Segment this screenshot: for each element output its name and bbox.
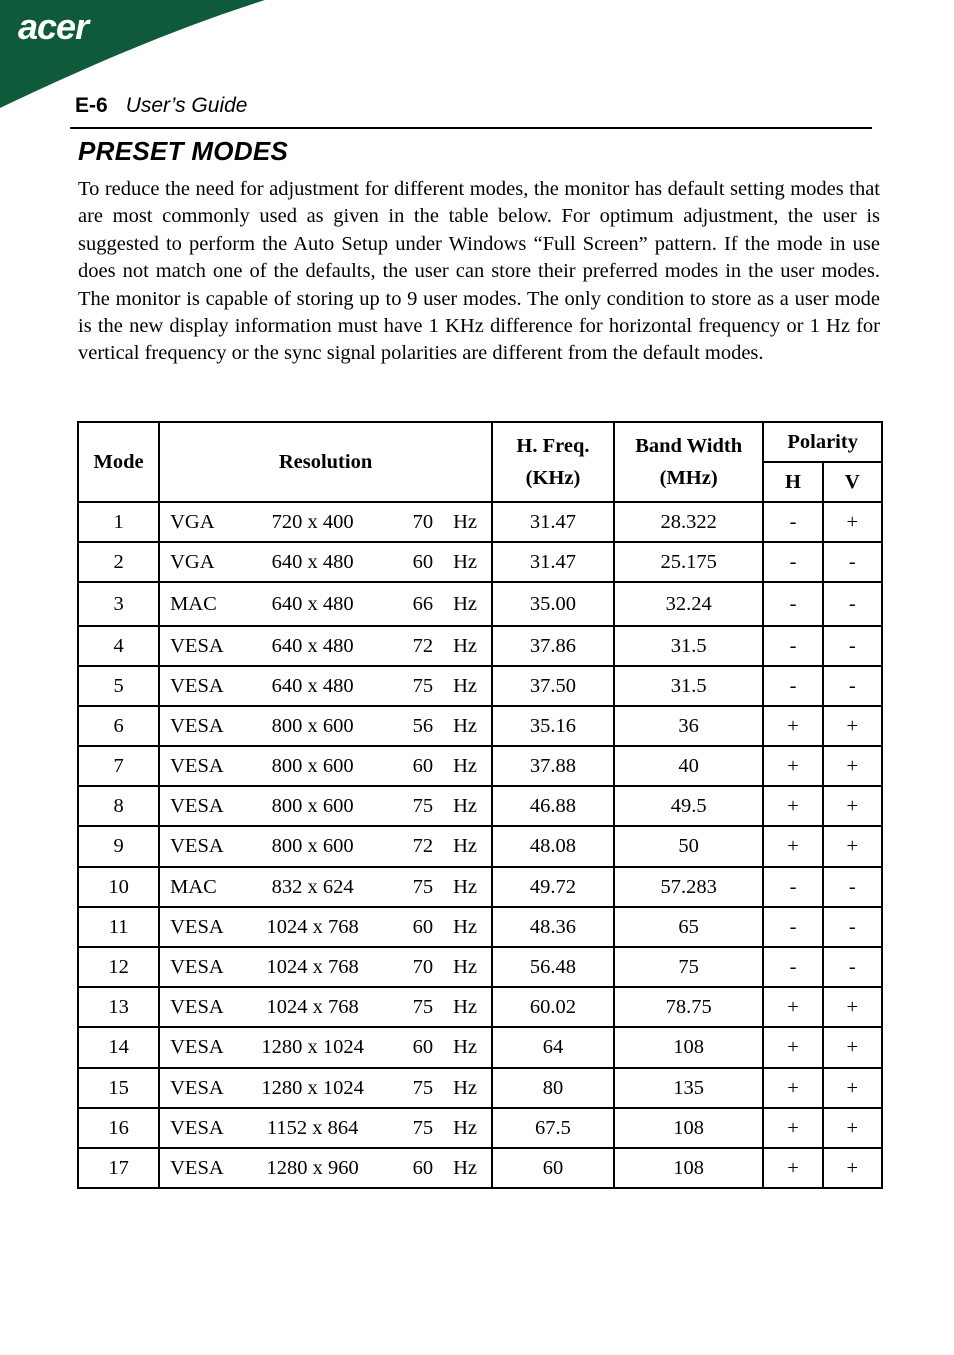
cell-mode: 2 (78, 542, 159, 582)
cell-polarity-h: + (763, 826, 822, 867)
cell-refresh-rate: 75 (412, 1116, 434, 1139)
cell-refresh-unit: Hz (453, 714, 478, 737)
cell-mode: 6 (78, 706, 159, 746)
cell-mode: 12 (78, 947, 159, 987)
section-title: PRESET MODES (78, 136, 289, 166)
cell-polarity-v: - (823, 666, 882, 706)
cell-dimensions: 640 x 480 (271, 634, 354, 657)
cell-mode: 17 (78, 1148, 159, 1188)
cell-hfreq: 37.86 (492, 626, 614, 666)
cell-resolution (159, 706, 492, 746)
cell-polarity-v: - (823, 907, 882, 947)
table-row (78, 502, 882, 542)
cell-polarity-h: - (763, 502, 822, 542)
cell-resolution (159, 1148, 492, 1188)
preset-modes-table (77, 421, 883, 1189)
cell-refresh-unit: Hz (453, 955, 478, 978)
cell-standard: VESA (170, 1076, 224, 1099)
cell-hfreq: 64 (492, 1027, 614, 1068)
cell-bandwidth: 108 (614, 1027, 763, 1068)
cell-refresh-unit: Hz (453, 1036, 478, 1058)
cell-refresh-rate: 75 (412, 875, 434, 898)
cell-polarity-v: + (823, 706, 882, 746)
cell-resolution (159, 826, 492, 867)
cell-polarity-h: - (763, 626, 822, 666)
cell-refresh-unit: Hz (453, 674, 478, 697)
cell-polarity-h: - (763, 542, 822, 582)
cell-dimensions: 1024 x 768 (266, 915, 359, 938)
cell-refresh-unit: Hz (453, 835, 478, 857)
cell-hfreq: 48.36 (492, 907, 614, 947)
table-row (78, 907, 882, 947)
cell-polarity-h: - (763, 867, 822, 907)
cell-polarity-h: + (763, 746, 822, 786)
cell-standard: VESA (170, 915, 224, 938)
cell-hfreq: 48.08 (492, 826, 614, 867)
header-mode: Mode (78, 422, 159, 502)
cell-bandwidth: 50 (614, 826, 763, 867)
cell-resolution (159, 867, 492, 907)
table-row (78, 582, 882, 626)
cell-refresh-unit: Hz (453, 510, 478, 533)
cell-mode: 10 (78, 867, 159, 907)
cell-refresh-rate: 72 (412, 634, 434, 657)
cell-standard: VESA (170, 1036, 224, 1058)
cell-polarity-v: + (823, 502, 882, 542)
cell-refresh-unit: Hz (453, 754, 478, 777)
cell-polarity-h: + (763, 786, 822, 826)
cell-mode: 8 (78, 786, 159, 826)
cell-refresh-rate: 56 (412, 714, 434, 737)
cell-standard: VESA (170, 794, 224, 817)
cell-dimensions: 1280 x 960 (266, 1156, 359, 1179)
cell-bandwidth: 108 (614, 1108, 763, 1148)
cell-bandwidth: 40 (614, 746, 763, 786)
cell-polarity-h: + (763, 706, 822, 746)
table-body (78, 502, 882, 1188)
cell-resolution (159, 1068, 492, 1108)
cell-resolution (159, 542, 492, 582)
cell-polarity-v: + (823, 1148, 882, 1188)
cell-mode: 4 (78, 626, 159, 666)
table-row (78, 666, 882, 706)
cell-refresh-rate: 70 (412, 510, 434, 533)
cell-bandwidth: 49.5 (614, 786, 763, 826)
cell-polarity-v: + (823, 1027, 882, 1068)
cell-standard: VESA (170, 995, 224, 1018)
page-number: E-6 (75, 94, 108, 117)
cell-mode: 1 (78, 502, 159, 542)
cell-resolution (159, 1027, 492, 1068)
cell-refresh-unit: Hz (453, 550, 478, 573)
table-row (78, 1068, 882, 1108)
cell-mode: 16 (78, 1108, 159, 1148)
cell-bandwidth: 36 (614, 706, 763, 746)
cell-standard: VGA (170, 550, 215, 573)
cell-resolution (159, 626, 492, 666)
cell-mode: 9 (78, 826, 159, 867)
cell-bandwidth: 78.75 (614, 987, 763, 1027)
cell-resolution (159, 582, 492, 626)
cell-resolution (159, 746, 492, 786)
cell-polarity-h: + (763, 1148, 822, 1188)
cell-polarity-h: + (763, 1108, 822, 1148)
cell-dimensions: 640 x 480 (271, 674, 354, 697)
cell-hfreq: 60.02 (492, 987, 614, 1027)
table-row (78, 947, 882, 987)
cell-standard: MAC (170, 592, 217, 615)
cell-bandwidth: 75 (614, 947, 763, 987)
cell-dimensions: 1280 x 1024 (261, 1076, 364, 1099)
cell-polarity-v: - (823, 867, 882, 907)
table-row (78, 1108, 882, 1148)
cell-bandwidth: 31.5 (614, 626, 763, 666)
cell-dimensions: 800 x 600 (271, 835, 354, 857)
cell-polarity-h: - (763, 947, 822, 987)
cell-refresh-rate: 66 (412, 592, 434, 615)
cell-hfreq: 35.00 (492, 582, 614, 626)
cell-hfreq: 37.88 (492, 746, 614, 786)
table-row (78, 542, 882, 582)
cell-refresh-unit: Hz (453, 1076, 478, 1099)
cell-refresh-rate: 75 (412, 995, 434, 1018)
cell-polarity-h: + (763, 987, 822, 1027)
cell-bandwidth: 25.175 (614, 542, 763, 582)
cell-standard: VESA (170, 754, 224, 777)
cell-standard: MAC (170, 875, 217, 898)
cell-refresh-unit: Hz (453, 794, 478, 817)
cell-refresh-unit: Hz (453, 634, 478, 657)
cell-standard: VESA (170, 714, 224, 737)
cell-bandwidth: 31.5 (614, 666, 763, 706)
page-header (75, 94, 247, 118)
cell-mode: 11 (78, 907, 159, 947)
cell-dimensions: 800 x 600 (271, 714, 354, 737)
header-bandwidth-line2: (MHz) (659, 467, 718, 489)
header-hfreq-line1: H. Freq. (516, 435, 590, 457)
cell-bandwidth: 65 (614, 907, 763, 947)
header-polarity-v: V (823, 462, 882, 502)
cell-polarity-h: + (763, 1068, 822, 1108)
cell-resolution (159, 666, 492, 706)
table-row (78, 1148, 882, 1188)
cell-bandwidth: 28.322 (614, 502, 763, 542)
cell-refresh-rate: 60 (412, 754, 434, 777)
cell-polarity-v: + (823, 987, 882, 1027)
cell-hfreq: 37.50 (492, 666, 614, 706)
cell-standard: VESA (170, 1116, 224, 1139)
cell-dimensions: 800 x 600 (271, 754, 354, 777)
cell-standard: VESA (170, 955, 224, 978)
table-row (78, 826, 882, 867)
cell-refresh-rate: 60 (412, 1036, 434, 1058)
cell-polarity-h: + (763, 1027, 822, 1068)
cell-dimensions: 720 x 400 (271, 510, 354, 533)
cell-refresh-unit: Hz (453, 1116, 478, 1139)
cell-resolution (159, 947, 492, 987)
intro-paragraph: To reduce the need for adjustment for different modes, the monitor has default setting modes that are most commonly used as given in the table below. For optimum adjustment, the user is suggested to perform the Auto Setup under Windows “Full Screen” pattern. If the mode in use does not match one of the defaults, the user can store their preferred modes in the user modes. The monitor is capable of storing up to 9 user modes. The only condition to store as a user mode is the new display information must have 1 KHz difference for horizontal frequency or 1 Hz for vertical frequency or the sync signal polarities are different from the default modes. (78, 178, 880, 365)
header-rule (70, 127, 872, 129)
cell-polarity-h: - (763, 907, 822, 947)
cell-polarity-v: - (823, 626, 882, 666)
cell-dimensions: 1024 x 768 (266, 995, 359, 1018)
cell-standard: VESA (170, 674, 224, 697)
table-row (78, 786, 882, 826)
cell-standard: VESA (170, 835, 224, 857)
cell-polarity-h: - (763, 666, 822, 706)
cell-bandwidth: 32.24 (614, 582, 763, 626)
cell-standard: VGA (170, 510, 215, 533)
cell-refresh-rate: 70 (412, 955, 434, 978)
cell-mode: 15 (78, 1068, 159, 1108)
header-bandwidth (614, 422, 763, 502)
cell-resolution (159, 786, 492, 826)
cell-refresh-rate: 60 (412, 915, 434, 938)
cell-hfreq: 49.72 (492, 867, 614, 907)
cell-resolution (159, 1108, 492, 1148)
cell-refresh-rate: 75 (412, 1076, 434, 1099)
header-hfreq-line2: (KHz) (525, 467, 581, 489)
cell-polarity-v: + (823, 826, 882, 867)
table-row (78, 746, 882, 786)
cell-dimensions: 832 x 624 (271, 875, 354, 898)
header-bandwidth-line1: Band Width (635, 435, 743, 457)
cell-refresh-unit: Hz (453, 915, 478, 938)
cell-polarity-v: + (823, 1068, 882, 1108)
table-row (78, 987, 882, 1027)
cell-dimensions: 800 x 600 (271, 794, 354, 817)
table-row (78, 706, 882, 746)
guide-title: User’s Guide (125, 94, 248, 117)
cell-bandwidth: 57.283 (614, 867, 763, 907)
cell-refresh-rate: 75 (412, 794, 434, 817)
table-row (78, 867, 882, 907)
cell-dimensions: 640 x 480 (271, 592, 354, 615)
cell-bandwidth: 108 (614, 1148, 763, 1188)
cell-polarity-v: + (823, 786, 882, 826)
cell-refresh-unit: Hz (453, 995, 478, 1018)
cell-mode: 3 (78, 582, 159, 626)
cell-polarity-v: - (823, 947, 882, 987)
cell-standard: VESA (170, 1156, 224, 1179)
cell-refresh-unit: Hz (453, 592, 478, 615)
cell-hfreq: 56.48 (492, 947, 614, 987)
cell-hfreq: 60 (492, 1148, 614, 1188)
cell-standard: VESA (170, 634, 224, 657)
cell-refresh-rate: 72 (412, 835, 434, 857)
cell-hfreq: 46.88 (492, 786, 614, 826)
cell-polarity-v: - (823, 582, 882, 626)
table-row (78, 626, 882, 666)
table-row (78, 1027, 882, 1068)
cell-refresh-rate: 60 (412, 1156, 434, 1179)
cell-bandwidth: 135 (614, 1068, 763, 1108)
cell-hfreq: 31.47 (492, 502, 614, 542)
cell-mode: 7 (78, 746, 159, 786)
cell-mode: 14 (78, 1027, 159, 1068)
cell-dimensions: 1152 x 864 (266, 1116, 359, 1139)
cell-dimensions: 1024 x 768 (266, 955, 359, 978)
cell-refresh-unit: Hz (453, 875, 478, 898)
cell-resolution (159, 502, 492, 542)
cell-dimensions: 1280 x 1024 (261, 1036, 364, 1058)
cell-hfreq: 35.16 (492, 706, 614, 746)
cell-resolution (159, 987, 492, 1027)
cell-refresh-rate: 75 (412, 674, 434, 697)
cell-refresh-unit: Hz (453, 1156, 478, 1179)
cell-polarity-h: - (763, 582, 822, 626)
cell-refresh-rate: 60 (412, 550, 434, 573)
cell-hfreq: 67.5 (492, 1108, 614, 1148)
cell-mode: 5 (78, 666, 159, 706)
cell-polarity-v: + (823, 1108, 882, 1148)
header-hfreq (492, 422, 614, 502)
cell-polarity-v: - (823, 542, 882, 582)
cell-dimensions: 640 x 480 (271, 550, 354, 573)
header-resolution: Resolution (159, 422, 492, 502)
cell-mode: 13 (78, 987, 159, 1027)
cell-polarity-v: + (823, 746, 882, 786)
cell-hfreq: 31.47 (492, 542, 614, 582)
cell-hfreq: 80 (492, 1068, 614, 1108)
header-polarity: Polarity (763, 422, 882, 462)
acer-logo: acer (18, 6, 89, 47)
header-polarity-h: H (763, 462, 822, 502)
cell-resolution (159, 907, 492, 947)
